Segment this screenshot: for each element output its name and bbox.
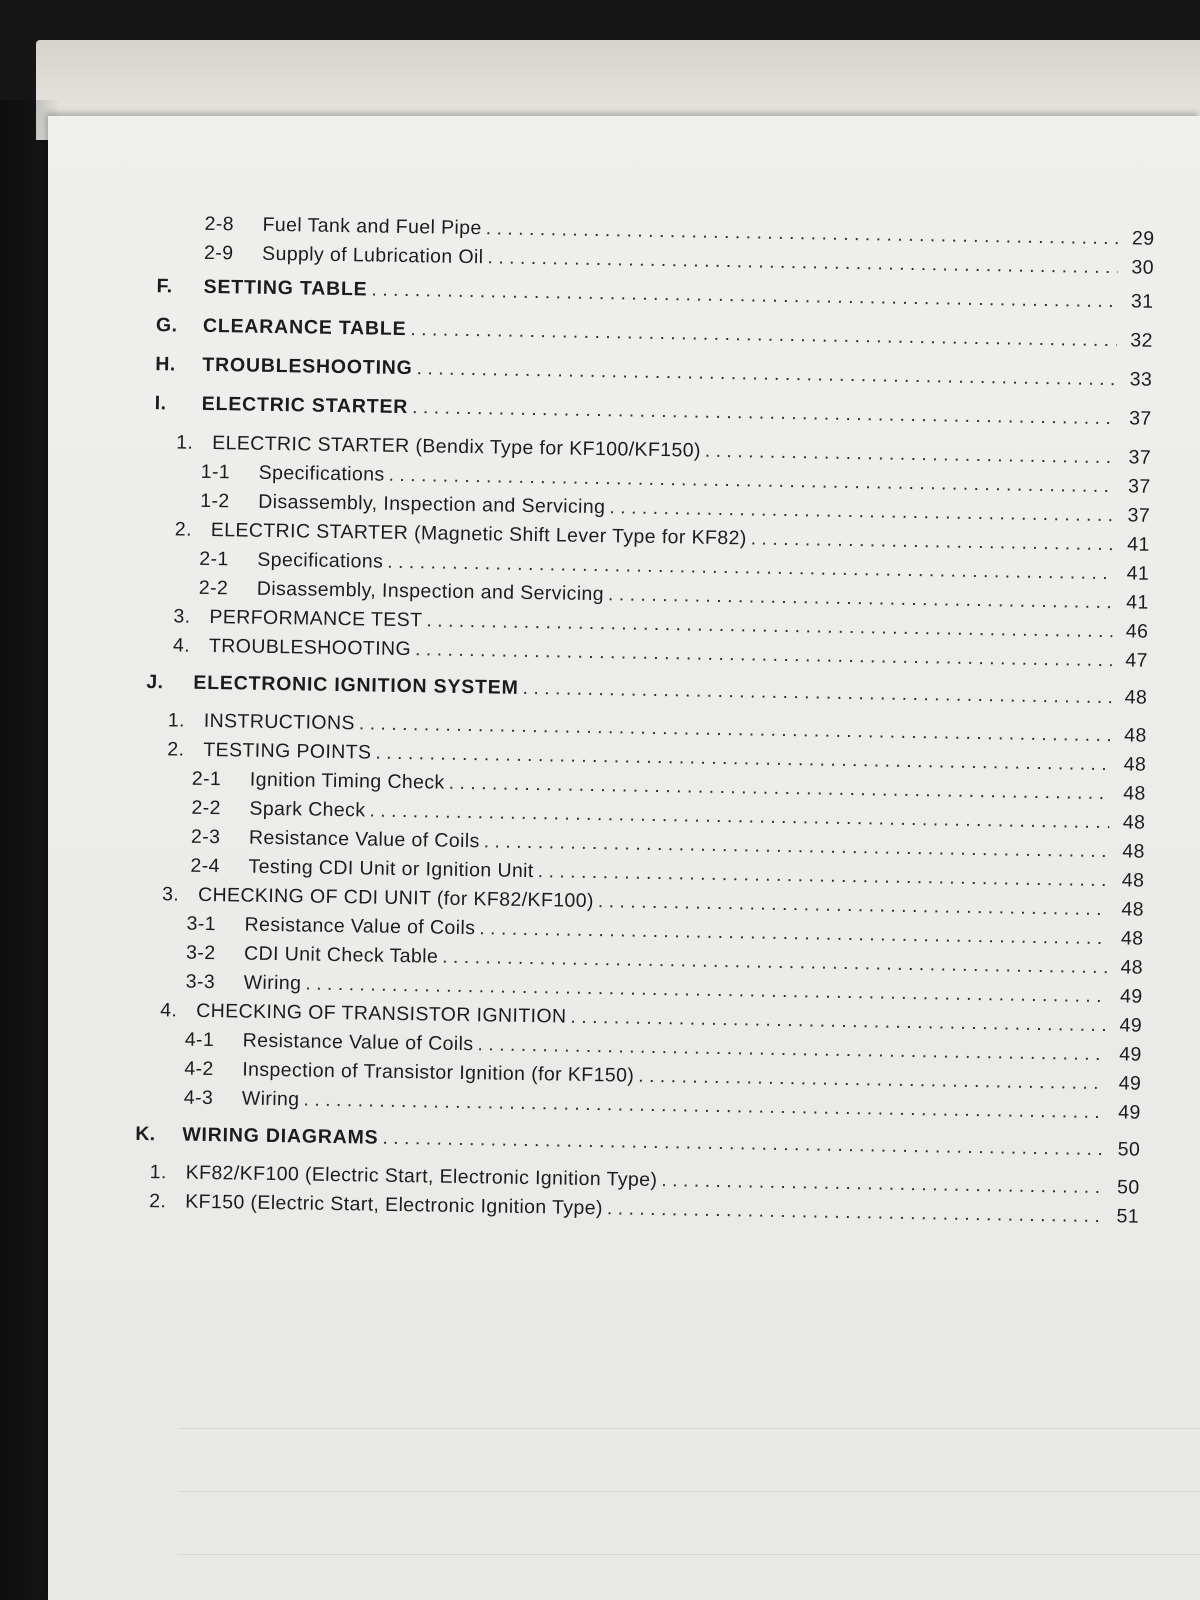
toc-entry-number: 3-2 — [185, 941, 216, 965]
toc-entry-title: Resistance Value of Coils — [244, 913, 476, 940]
toc-entry-title: Fuel Tank and Fuel Pipe — [262, 213, 482, 240]
dot-leader — [522, 677, 1111, 709]
toc-entry-number: 2-1 — [191, 767, 222, 791]
toc-entry-page-number: 48 — [1124, 686, 1148, 709]
toc-entry-page-number: 50 — [1116, 1176, 1140, 1199]
toc-entry-number: 1-1 — [200, 460, 231, 484]
toc-entry — [147, 353, 1152, 395]
toc-entry-title: CHECKING OF CDI UNIT (for KF82/KF100) — [197, 883, 595, 913]
dot-leader — [638, 1065, 1105, 1095]
toc-entry-title: Resistance Value of Coils — [248, 826, 480, 853]
toc-entry-title: CDI Unit Check Table — [243, 942, 439, 968]
toc-entry-number: 4-3 — [183, 1086, 214, 1110]
toc-entry-page-number: 49 — [1118, 1043, 1142, 1066]
toc-entry-number: 2-3 — [190, 825, 221, 849]
show-through-texture — [178, 1366, 1200, 1600]
dot-leader — [608, 583, 1113, 614]
dot-leader — [359, 712, 1111, 747]
toc-entry-page-number: 48 — [1120, 956, 1144, 979]
toc-entry-title: Wiring — [243, 971, 302, 995]
toc-entry-number: I. — [154, 392, 167, 415]
toc-entry-number: 4. — [172, 634, 191, 657]
dot-leader — [412, 396, 1116, 430]
toc-entry-title: Testing CDI Unit or Ignition Unit — [248, 855, 534, 883]
toc-entry-page-number: 37 — [1127, 504, 1151, 527]
toc-entry-page-number: 49 — [1119, 1014, 1143, 1037]
toc-entry-title: PERFORMANCE TEST — [209, 605, 423, 632]
toc-entry — [147, 392, 1152, 434]
table-of-contents — [133, 198, 1155, 1284]
toc-entry-number: 1. — [167, 709, 186, 732]
toc-entry-number: J. — [146, 671, 164, 694]
toc-entry-number: 4. — [160, 999, 178, 1022]
dot-leader — [486, 217, 1119, 250]
toc-entry-title: Wiring — [241, 1087, 300, 1111]
toc-entry-title: TESTING POINTS — [203, 738, 372, 764]
toc-entry — [148, 275, 1153, 317]
toc-entry-number: 3-3 — [185, 970, 216, 994]
toc-entry-page-number: 37 — [1127, 475, 1151, 498]
toc-entry-title: Spark Check — [249, 797, 366, 822]
toc-entry-page-number: 49 — [1119, 985, 1143, 1008]
toc-entry-number: 2. — [149, 1190, 167, 1213]
toc-entry-title: Specifications — [258, 461, 385, 486]
toc-entry-page-number: 41 — [1126, 562, 1150, 585]
toc-entry-page-number: 48 — [1121, 898, 1145, 921]
toc-entry-number: K. — [135, 1122, 156, 1146]
toc-entry-page-number: 30 — [1131, 256, 1155, 279]
toc-entry-number: 3-1 — [186, 912, 217, 936]
toc-entry-number: G. — [155, 314, 178, 337]
toc-entry-number: F. — [156, 275, 173, 298]
dot-leader — [661, 1169, 1104, 1199]
toc-entry-number: 2. — [167, 738, 185, 761]
toc-entry-number: 2-9 — [203, 241, 234, 265]
toc-entry — [148, 314, 1153, 356]
dot-leader — [751, 527, 1114, 556]
dot-leader — [410, 318, 1117, 352]
toc-entry-number: 1. — [149, 1161, 167, 1184]
dot-leader — [705, 440, 1116, 469]
toc-entry-title: Inspection of Transistor Ignition (for KF150) — [242, 1058, 635, 1087]
toc-entry-number: 1. — [175, 431, 194, 454]
toc-entry-page-number: 49 — [1118, 1072, 1142, 1095]
toc-entry-page-number: 49 — [1118, 1101, 1141, 1124]
toc-entry-page-number: 41 — [1126, 591, 1149, 614]
toc-entry-title: Supply of Lubrication Oil — [261, 242, 484, 269]
dot-leader — [609, 496, 1114, 527]
toc-entry-title: ELECTRIC STARTER — [201, 392, 409, 419]
toc-entry-page-number: 48 — [1120, 927, 1144, 950]
toc-entry-title: INSTRUCTIONS — [203, 709, 356, 735]
toc-entry-page-number: 48 — [1122, 811, 1146, 834]
dot-leader — [382, 1127, 1104, 1161]
toc-entry-title: Disassembly, Inspection and Servicing — [258, 490, 606, 519]
toc-entry-page-number: 48 — [1123, 782, 1146, 805]
toc-entry-number: 2-2 — [198, 576, 229, 600]
toc-entry-title: KF82/KF100 (Electric Start, Electronic Ignition Type) — [185, 1161, 658, 1192]
toc-entry — [142, 671, 1147, 713]
dot-leader — [538, 860, 1109, 892]
toc-entry-page-number: 48 — [1121, 869, 1145, 892]
toc-entry-number: 3. — [161, 883, 180, 906]
dot-leader — [598, 890, 1108, 921]
toc-entry-number: 2-2 — [191, 796, 221, 820]
toc-entry-page-number: 50 — [1117, 1138, 1141, 1161]
toc-entry-number: H. — [155, 353, 176, 376]
toc-entry-page-number: 29 — [1131, 227, 1155, 250]
dot-leader — [607, 1197, 1104, 1228]
toc-entry-page-number: 32 — [1130, 329, 1154, 352]
toc-entry-title: Disassembly, Inspection and Servicing — [256, 577, 605, 606]
toc-entry-number: 3. — [173, 605, 191, 628]
dot-leader — [371, 278, 1117, 313]
toc-entry-number: 2-1 — [199, 547, 229, 571]
toc-entry-title: Specifications — [257, 548, 384, 573]
toc-entry-number: 1-2 — [200, 489, 230, 513]
toc-entry-page-number: 48 — [1122, 840, 1146, 863]
toc-entry-title: TROUBLESHOOTING — [202, 353, 413, 380]
toc-entry-page-number: 48 — [1124, 724, 1147, 747]
toc-entry-title: CHECKING OF TRANSISTOR IGNITION — [196, 999, 567, 1028]
toc-entry-title: WIRING DIAGRAMS — [182, 1123, 379, 1149]
toc-entry-number: 2. — [174, 518, 193, 541]
toc-entry-number: 2-8 — [204, 212, 235, 236]
toc-entry-number: 4-1 — [184, 1028, 215, 1052]
toc-entry-number: 2-4 — [190, 854, 221, 878]
toc-entry-title: CLEARANCE TABLE — [202, 314, 407, 341]
toc-entry-title: ELECTRIC STARTER (Bendix Type for KF100/KF150) — [211, 432, 702, 462]
toc-entry-page-number: 31 — [1130, 290, 1154, 313]
toc-entry-page-number: 37 — [1128, 407, 1152, 430]
toc-entry-title: SETTING TABLE — [203, 275, 368, 301]
toc-entry-title: Ignition Timing Check — [249, 768, 445, 794]
toc-entry-page-number: 33 — [1129, 368, 1153, 391]
toc-entry-title: Resistance Value of Coils — [242, 1029, 474, 1056]
toc-entry-title: ELECTRONIC IGNITION SYSTEM — [193, 671, 519, 699]
toc-entry-page-number: 41 — [1127, 533, 1150, 556]
toc-entry-page-number: 48 — [1123, 753, 1147, 776]
dot-leader — [570, 1006, 1106, 1037]
toc-entry-title: ELECTRIC STARTER (Magnetic Shift Lever Type for KF82) — [210, 518, 747, 550]
toc-entry-title: KF150 (Electric Start, Electronic Ignition Type) — [185, 1190, 604, 1220]
toc-entry-page-number: 46 — [1125, 620, 1149, 643]
dot-leader — [416, 357, 1116, 391]
toc-entry-page-number: 37 — [1128, 446, 1152, 469]
toc-entry-title: TROUBLESHOOTING — [208, 634, 412, 661]
toc-entry-page-number: 47 — [1125, 649, 1149, 672]
toc-entry-number: 4-2 — [184, 1057, 214, 1081]
toc-entry — [135, 1123, 1140, 1165]
toc-entry-page-number: 51 — [1116, 1205, 1140, 1228]
